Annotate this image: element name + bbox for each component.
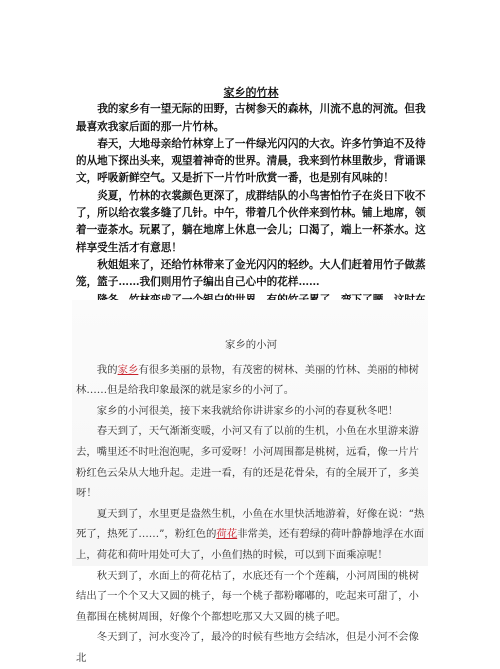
paragraph	[76, 360, 426, 401]
paragraph: 秋姐姐来了，还给竹林带来了金光闪闪的轻纱。大人们赶着用竹子做蒸笼，篮子……我们则用竹子编出自己心中的花样……	[76, 258, 426, 289]
paragraph: 秋天到了，水面上的荷花枯了，水底还有一个个莲藕，小河周围的桃树结出了一个个又大又圆的桃子，每一个桃子都粉嘟嘟的，吃起来可甜了，小鱼都围在桃树周围，好像个个都想吃那又大又圆的桃子吧。	[76, 569, 419, 623]
keyword-link[interactable]: 荷花	[216, 528, 238, 541]
paragraph: 冬天到了，河水变冷了，最冷的时候有些地方会结冰，但是小河不会像北	[76, 631, 419, 664]
paragraph-text: 有很多美丽的景物，有茂密的树林、美丽的竹林、美丽的柿树林……但是给我印象最深的就是家乡的小河了。	[76, 363, 419, 397]
paragraph: 春天到了，天气渐渐变暖，小河又有了以前的生机，小鱼在水里游来游去，嘴里还不时吐泡泡呢，多可爱呀！小河周围都是桃树，远看，像一片片粉红色云朵从大地升起。走进一看，有的还是花骨朵，有的全展开了，多美呀！	[76, 425, 419, 500]
paragraph-text: 夏天到了，水里更是盎然生机，小鱼在水里快活地游着，好像在说：“热死了，热死了……”，粉红色的	[76, 507, 425, 541]
article-title: 家乡的小河	[225, 339, 277, 351]
paragraph: 春天，大地母亲给竹林穿上了一件绿光闪闪的大衣。许多竹笋迫不及待的从地下探出头来，观望着神奇的世界。清晨，我来到竹林里散步，背诵课文，呼吸新鲜空气。又是折下一片竹叶欣赏一番，也是别有风味的！	[76, 137, 426, 185]
paragraph: 家乡的小河很美，接下来我就给你讲讲家乡的小河的春夏秋冬吧！	[96, 404, 399, 417]
paragraph-text: 非常美，还有碧绿的荷叶静静地浮在水面上，荷花和荷叶用处可大了，小鱼们热的时候，可以到下面乘凉呢！	[76, 528, 425, 561]
paragraph: 炎夏，竹林的衣裳颜色更深了，成群结队的小鸟害怕竹子在炎日下收不了，所以给衣裳多缝了几针。中午，带着几个伙伴来到竹林。铺上地席，领着一壶茶水。玩累了，躺在地席上休息一会儿；口渴了，端上一杯茶水。这样享受生活才有意思！	[76, 189, 426, 254]
paragraph	[76, 504, 426, 566]
article-title: 家乡的竹林	[223, 86, 279, 99]
paragraph: 我的家乡有一望无际的田野，古树参天的森林，川流不息的河流。但我最喜欢我家后面的那一片竹林。	[76, 103, 426, 133]
article-hometown-river	[76, 335, 426, 669]
paragraph-text: 我的	[96, 363, 118, 376]
keyword-link[interactable]: 家乡	[117, 363, 139, 376]
